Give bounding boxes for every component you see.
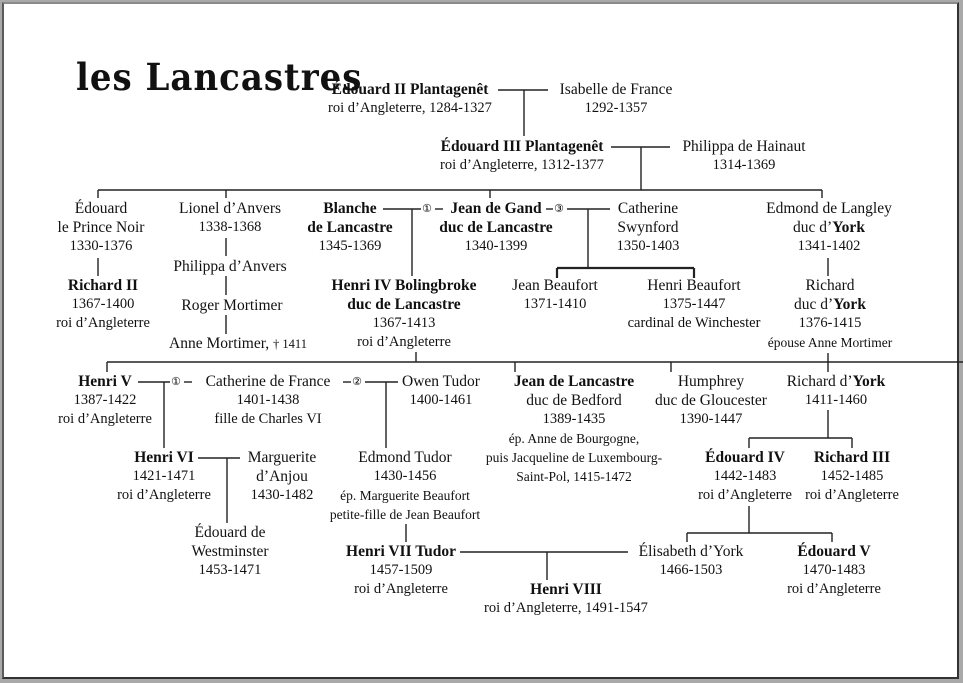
- person-henri-viii: Henri VIII roi d’Angleterre, 1491-1547: [484, 581, 648, 616]
- person-elisabeth-d-york: Élisabeth d’York 1466-1503: [638, 543, 744, 578]
- person-anne-mortimer: Anne Mortimer, † 1411: [169, 335, 307, 352]
- marriage-marker-1: ①: [171, 375, 181, 388]
- marriage-marker-2: ②: [352, 375, 362, 388]
- person-isabelle-de-france: Isabelle de France 1292-1357: [559, 81, 673, 116]
- person-henri-beaufort: Henri Beaufort 1375-1447 cardinal de Winchester: [627, 277, 761, 331]
- person-philippa-de-hainaut: Philippa de Hainaut 1314-1369: [682, 138, 806, 173]
- person-edouard-ii: Édouard II Plantagenêt roi d’Angleterre, 1284-1327: [328, 81, 492, 116]
- person-richard-iii: Richard III 1452-1485 roi d’Angleterre: [805, 449, 899, 503]
- person-lionel-d-anvers: Lionel d’Anvers 1338-1368: [178, 200, 282, 235]
- person-henri-vii: Henri VII Tudor 1457-1509 roi d’Angleterre: [346, 543, 456, 597]
- person-henri-vi: Henri VI 1421-1471 roi d’Angleterre: [117, 449, 211, 503]
- person-humphrey: Humphrey duc de Gloucester 1390-1447: [655, 373, 767, 427]
- person-richard-d-york: Richard d’York 1411-1460: [786, 373, 886, 408]
- marriage-marker-3: ③: [554, 202, 564, 215]
- person-richard-duc-d-york: Richard duc d’York 1376-1415 épouse Anne Mortimer: [767, 277, 893, 350]
- person-jean-de-lancastre: Jean de Lancastre duc de Bedford 1389-1435 ép. Anne de Bourgogne, puis Jacqueline de Luxembourg- Saint-Pol, 1415-1472: [485, 373, 663, 484]
- person-marguerite-d-anjou: Marguerite d’Anjou 1430-1482: [247, 449, 317, 503]
- person-edouard-v: Édouard V 1470-1483 roi d’Angleterre: [787, 543, 881, 597]
- person-henri-iv: Henri IV Bolingbroke duc de Lancastre 1367-1413 roi d’Angleterre: [331, 277, 477, 350]
- person-philippa-d-anvers: Philippa d’Anvers: [173, 258, 287, 275]
- person-edouard-de-westminster: Édouard de Westminster 1453-1471: [191, 524, 269, 578]
- person-edmond-tudor: Edmond Tudor 1430-1456 ép. Marguerite Beaufort petite-fille de Jean Beaufort: [329, 449, 481, 522]
- person-jean-de-gand: Jean de Gand duc de Lancastre 1340-1399: [439, 200, 553, 254]
- person-catherine-swynford: Catherine Swynford 1350-1403: [616, 200, 680, 254]
- person-catherine-de-france: Catherine de France 1401-1438 fille de Charles VI: [205, 373, 331, 427]
- person-edmond-de-langley: Edmond de Langley duc d’York 1341-1402: [766, 200, 892, 254]
- person-prince-noir: Édouard le Prince Noir 1330-1376: [57, 200, 145, 254]
- person-roger-mortimer: Roger Mortimer: [181, 297, 283, 314]
- person-owen-tudor: Owen Tudor 1400-1461: [402, 373, 480, 408]
- person-edouard-iii: Édouard III Plantagenêt roi d’Angleterre, 1312-1377: [440, 138, 604, 173]
- person-richard-ii: Richard II 1367-1400 roi d’Angleterre: [56, 277, 150, 331]
- page-title: les Lancastres: [76, 56, 363, 100]
- person-edouard-iv: Édouard IV 1442-1483 roi d’Angleterre: [698, 449, 792, 503]
- marriage-marker-1: ①: [422, 202, 432, 215]
- person-blanche-de-lancastre: Blanche de Lancastre 1345-1369: [307, 200, 393, 254]
- person-henri-v: Henri V 1387-1422 roi d’Angleterre: [58, 373, 152, 427]
- person-jean-beaufort: Jean Beaufort 1371-1410: [512, 277, 598, 312]
